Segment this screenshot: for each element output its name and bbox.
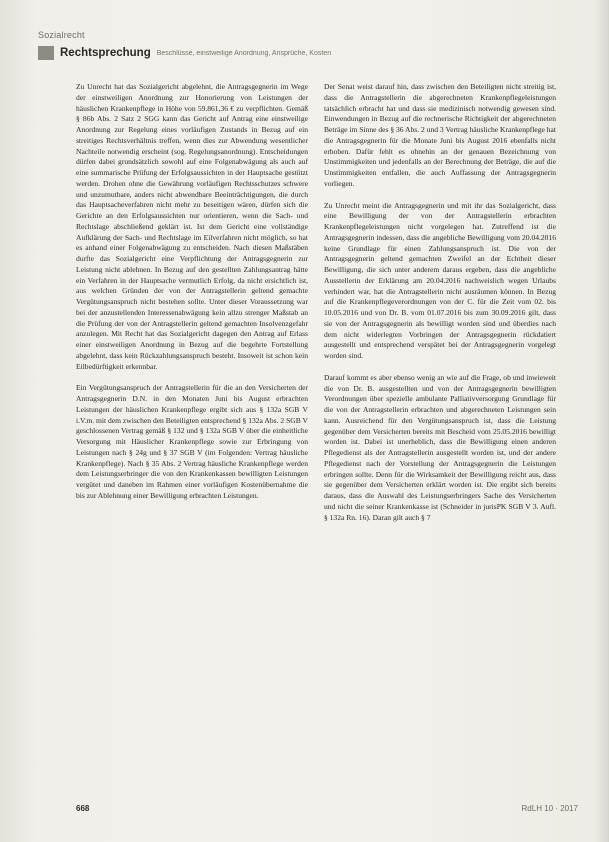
section-kicker: Sozialrecht — [38, 30, 85, 40]
right-paragraph-2: Zu Unrecht meint die Antragsgegnerin und mit ihr das Sozialgericht, dass eine Bewilligung der von der Antragstellerin erbrachten Krankenpflegeleistungen nicht vorgelegen hat. Zutreffend ist die Antragsgegnerin indessen, dass die angebliche Bewilligung vom 20.04.2016 keine Grundlage für einen Zahlungsanspruch ist. Die von der Antragsgegnerin geltend gemachten Zweifel an der Echtheit dieser Bewilligung, die sich unter anderem daraus ergeben, dass die angebliche Ausstellerin der Erklärung am 20.04.2016 nachweislich wegen Urlaubs verhindert war, hat die Antragstellerin nicht ausräumen können. In Bezug auf die Krankenpflegeverordnungen von der C. für die Zeit vom 02. bis 10.05.2016 und von Dr. B. vom 01.07.2016 bis zum 30.09.2016 gilt, dass sie von der Antragsgegnerin als bewilligt worden sind und überdies nach dem nicht widerlegten Vorbringen der Antragsgegnerin rückdatiert ausgestellt und entsprechend verspätet bei der Antragsgegnerin vorgelegt worden sind. — [324, 200, 556, 360]
left-paragraph-1: Zu Unrecht hat das Sozialgericht abgelehnt, die Antragsgegnerin im Wege der einstweiligen Anordnung zur Honorierung von Leistungen der häuslichen Krankenpflege in Höhe von 59.861,36 € zu verpflichten. Gemäß § 86b Abs. 2 Satz 2 SGG kann das Gericht auf Antrag eine einstweilige Anordnung zur Regelung eines vorläufigen Zustands in Bezug auf ein streitiges Rechtsverhältnis treffen, wenn dies zur Abwendung wesentlicher Nachteile notwendig erscheint (sog. Regelungsanordnung). Entscheidungen dürfen dabei grundsätzlich sowohl auf eine Folgenabwägung als auch auf eine summarische Prüfung der Erfolgsaussichten in der Hauptsache gestützt werden. Drohen ohne die Gewährung vorläufigen Rechtsschutzes schwere und unzumutbare, anders nicht abwendbare Beeinträchtigungen, die durch das Hauptsacheverfahren nicht mehr zu beseitigen wären, dürfen sich die Gerichte an den Erfolgsaussichten nur orientieren, wenn die Sach- und Rechtslage abschließend geklärt ist. Ist dem Gericht eine vollständige Aufklärung der Sach- und Rechtslage im Eilverfahren nicht möglich, so hat es anhand einer Folgenabwägung zu entscheiden. Nach diesen Maßstäben durfte das Sozialgericht eine Verpflichtung der Antragsgegnerin zur Leistung nicht ablehnen. In Bezug auf den gestellten Zahlungsantrag hätte ein Verfahren in der Hauptsache vermutlich Erfolg, da nicht ersichtlich ist, aus welchen Gründen der von der Antragstellerin geltend gemachte Vergütungsanspruch nicht bestehen sollte. Unter dieser Voraussetzung war bei der anzustellenden Interessenabwägung kein allzu strenger Maßstab an die Prüfung der von der Antragstellerin geltend gemachten Insolvenzgefahr anzulegen. Mit Recht hat das Sozialgericht dagegen den Antrag auf Erlass einer einstweiligen Anordnung in Bezug auf die begehrte Fortstellung abgelehnt, dass kein Rückzahlungsanspruch besteht. Insoweit ist schon kein Eilbedürftigkeit erkennbar. — [76, 82, 308, 371]
left-column — [76, 82, 308, 782]
header-bar-marker — [38, 46, 54, 60]
page-number: 668 — [76, 804, 90, 813]
left-paragraph-2: Ein Vergütungsanspruch der Antragstellerin für die an den Versicherten der Antragsgegnerin D.N. in den Monaten Juni bis August erbrachten Leistungen der häuslichen Krankenpflege ergibt sich aus § 132a SGB V i.V.m. mit dem zwischen den Beteiligten entsprechend § 132a Abs. 2 SGB V geschlossenen Vertrag gemäß § 132 und § 132a SGB V über die einheitliche Versorgung mit Häuslicher Krankenpflege sowie zur Erbringung von Leistungen nach § 24g und § 37 SGB V (im Folgenden: Vertrag häusliche Krankenpflege). Nach § 35 Abs. 2 Vertrag häusliche Krankenpflege werden dem Leistungserbringer die von den Krankenkassen bewilligten Leistungen vergütet und daneben im Rahmen einer vorläufigen Kostenübernahme die bis zur Ablehnung einer Bewilligung erbrachten Leistungen. — [76, 383, 308, 500]
right-paragraph-3: Darauf kommt es aber ebenso wenig an wie auf die Frage, ob und inwieweit die von Dr. B. ausgestellten und von der Antragsgegnerin bewilligten Verordnungen über spezielle ambulante Palliativversorgung Grundlage für die von der Antragstellerin erbrachten und abgerechneten Leistungen sein kann. Ausreichend für den Vergütungsanspruch ist, dass die Leistung gegenüber dem Versicherten bereits mit Bescheid vom 25.05.2016 bewilligt worden ist. Dabei ist unerheblich, dass die Bewilligung einen anderen Pflegedienst als der Antragstellerin ausgestellt worden ist, und der andere Pflegedienst nach der Vorstellung der Antragsgegnerin die Leistungen erbringen sollte. Denn für die Wirksamkeit der Bewilligung reicht aus, dass sie gegenüber dem Versicherten erklärt worden ist. Die ergibt sich bereits daraus, dass die Auswahl des Leistungserbringers Sache des Versicherten und nicht die seiner Krankenkasse ist (Schneider in jurisPK SGB V 3. Aufl. § 132a Rn. 16). Daran gilt auch § 7 — [324, 372, 556, 522]
right-paragraph-1: Der Senat weist darauf hin, dass zwischen den Beteiligten nicht streitig ist, dass die Antragstellerin die abgerechneten Krankenpflegeleistungen tatsächlich erbracht hat und dass sie medizinisch notwendig gewesen sind. Einwendungen in Bezug auf die rechnerische Richtigkeit der abgerechneten Beträge im Sinne des § 36 Abs. 2 und 3 Vertrag häusliche Krankenpflege hat die Antragsgegnerin für die Monate Juni bis August 2016 ebenfalls nicht erhoben. Dafür fehlt es ohnehin an der genauen Bezeichnung von Unstimmigkeiten und jedenfalls an der Berechnung der Beträge, die auf die Unstimmigkeiten entfallen, die auch Auffassung der Antragsgegnerin vorliegen. — [324, 82, 556, 188]
right-column — [324, 82, 556, 782]
page-footer — [38, 804, 578, 816]
header-subtitle: Beschlüsse, einstweilige Anordnung, Ansprüche, Kosten — [156, 49, 332, 57]
page-header — [38, 45, 578, 61]
issue-label: RdLH 10 · 2017 — [521, 804, 578, 813]
header-rubric: Rechtsprechung — [60, 47, 151, 59]
